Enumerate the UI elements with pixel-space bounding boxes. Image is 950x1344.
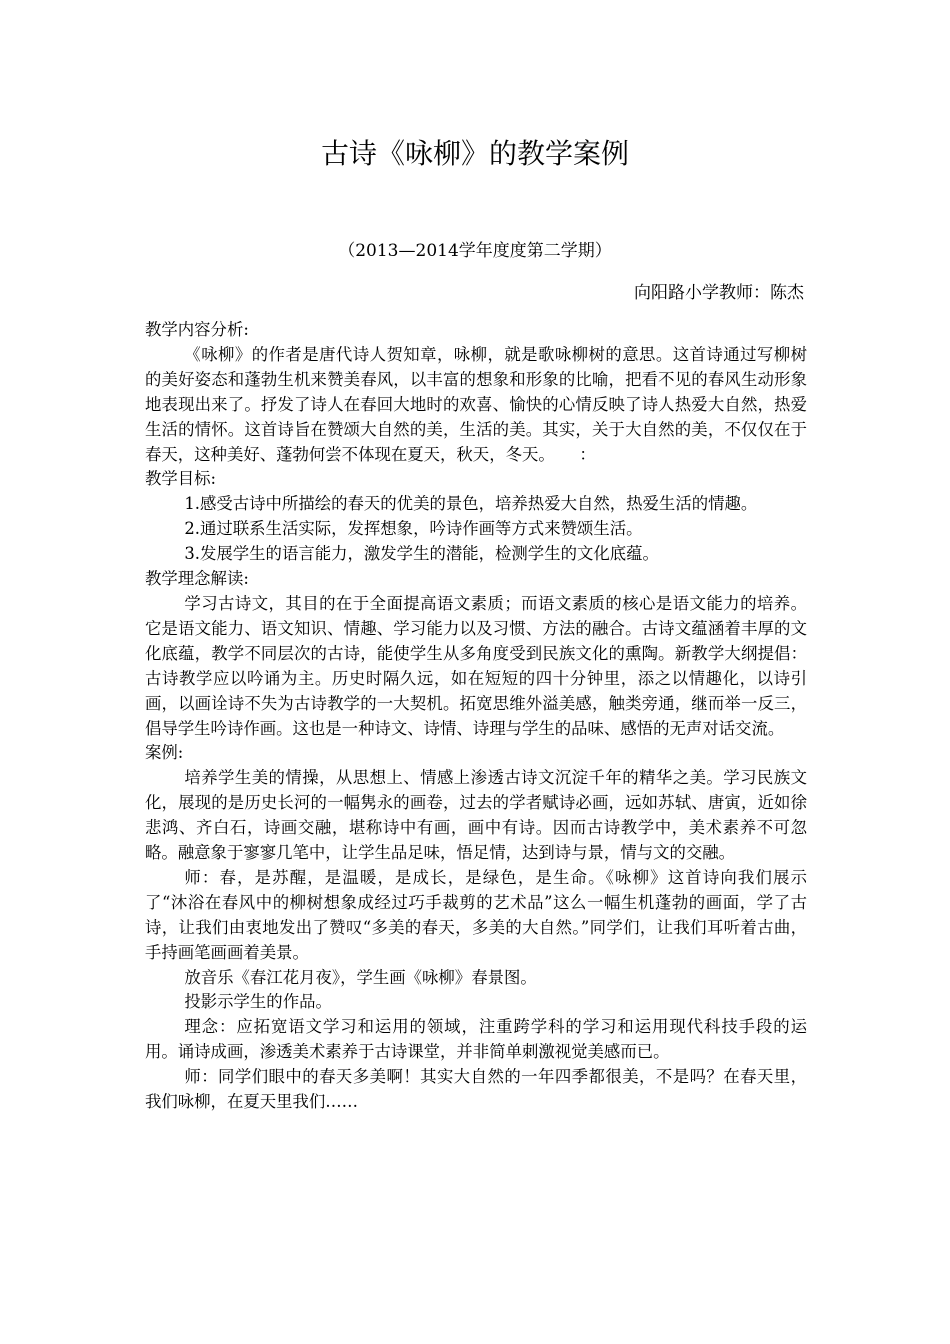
paragraph: 学习古诗文，其目的在于全面提高语文素质；而语文素质的核心是语文能力的培养。它是语文能力、语文知识、情趣、学习能力以及习惯、方法的融合。古诗文蕴涵着丰厚的文化底蕴，教学不同层次的古诗，能使学生从多角度受到民族文化的熏陶。新教学大纲提倡：古诗教学应以吟诵为主。历史时隔久远，如在短短的四十分钟里，添之以情趣化，以诗引画，以画诠诗不失为古诗教学的一大契机。拓宽思维外溢美感，触类旁通，继而举一反三，倡导学生吟诗作画。这也是一种诗文、诗情、诗理与学生的品味、感悟的无声对话交流。 bbox=[145, 593, 807, 738]
goal-item: 2.通过联系生活实际，发挥想象，吟诗作画等方式来赞颂生活。 bbox=[184, 519, 643, 539]
paragraph: 理念：应拓宽语文学习和运用的领域，注重跨学科的学习和运用现代科技手段的运用。诵诗成画，渗透美术素养于古诗课堂，并非简单刺激视觉美感而已。 bbox=[145, 1017, 807, 1062]
goal-item: 1.感受古诗中所描绘的春天的优美的景色，培养热爱大自然，热爱生活的情趣。 bbox=[184, 494, 758, 514]
paragraph: 放音乐《春江花月夜》，学生画《咏柳》春景图。 bbox=[184, 967, 537, 987]
paragraph: 投影示学生的作品。 bbox=[184, 992, 332, 1012]
section-heading-content-analysis: 教学内容分析: bbox=[145, 320, 249, 339]
paragraph: 师：同学们眼中的春天多美啊！其实大自然的一年四季都很美，不是吗？在春天里，我们咏柳，在夏天里我们…… bbox=[145, 1067, 807, 1112]
section-heading-case: 案例: bbox=[145, 743, 184, 763]
section-heading-teaching-philosophy: 教学理念解读: bbox=[145, 569, 249, 589]
author-line: 向阳路小学教师：陈杰 bbox=[634, 283, 804, 303]
paragraph: 《咏柳》的作者是唐代诗人贺知章，咏柳，就是歌咏柳树的意思。这首诗通过写柳树的美好姿态和蓬勃生机来赞美春风，以丰富的想象和形象的比喻，把看不见的春风生动形象地表现出来了。抒发了诗人在春回大地时的欢喜、愉快的心情反映了诗人热爱大自然，热爱生活的情怀。这首诗旨在赞颂大自然的美，生活的美。其实，关于大自然的美，不仅仅在于春天，这种美好、蓬勃何尝不体现在夏天，秋天，冬天。 ： bbox=[145, 344, 807, 464]
paragraph: 师：春，是苏醒，是温暖，是成长，是绿色，是生命。《咏柳》这首诗向我们展示了“沐浴在春风中的柳树想象成经过巧手裁剪的艺术品”这么一幅生机蓬勃的画面，学了古诗，让我们由衷地发出了赞叹“多美的春天，多美的大自然。”同学们，让我们耳听着古曲，手持画笔画画着美景。 bbox=[145, 867, 807, 962]
document-title: 古诗《咏柳》的教学案例 bbox=[320, 137, 629, 170]
term-subtitle: （2013—2014学年度度第二学期） bbox=[338, 241, 612, 261]
paragraph: 培养学生美的情操，从思想上、情感上渗透古诗文沉淀千年的精华之美。学习民族文化，展现的是历史长河的一幅隽永的画卷，过去的学者赋诗必画，远如苏轼、唐寅，近如徐悲鸿、齐白石，诗画交融，堪称诗中有画，画中有诗。因而古诗教学中，美术素养不可忽略。融意象于寥寥几笔中，让学生品足味，悟足情，达到诗与景，情与文的交融。 bbox=[145, 768, 807, 863]
goal-item: 3.发展学生的语言能力，激发学生的潜能，检测学生的文化底蕴。 bbox=[184, 544, 659, 564]
section-heading-teaching-goals: 教学目标: bbox=[145, 469, 217, 489]
document-body bbox=[145, 318, 807, 1115]
